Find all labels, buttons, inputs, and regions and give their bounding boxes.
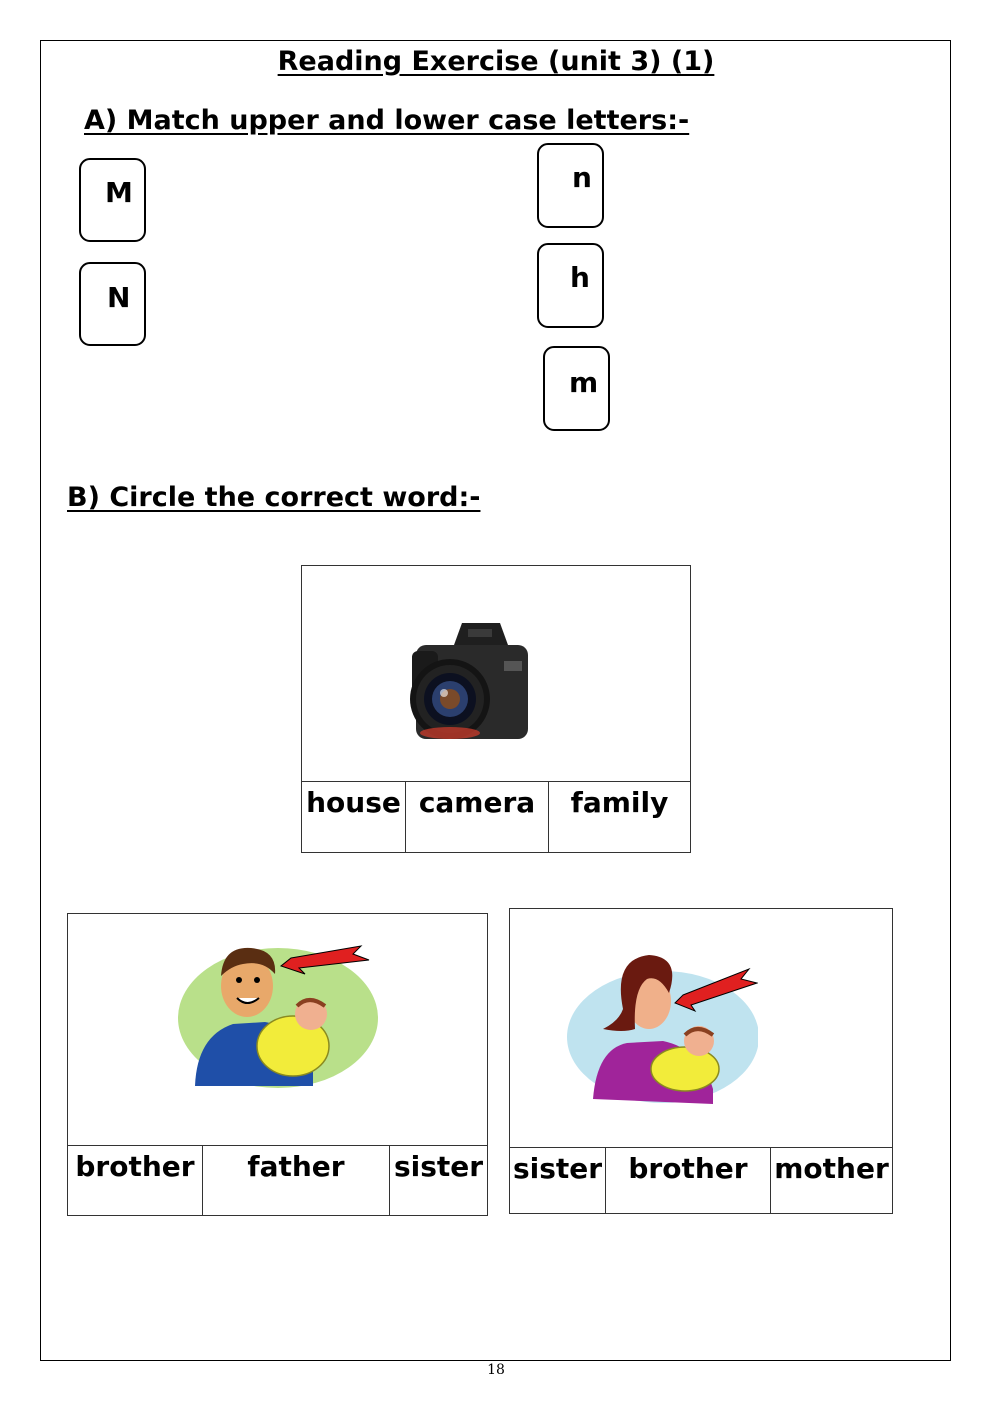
word-options-row: [68, 1145, 487, 1215]
word-option[interactable]: brother: [606, 1148, 771, 1213]
word-option[interactable]: camera: [406, 782, 549, 852]
uppercase-letter: M: [105, 176, 133, 209]
word-option[interactable]: sister: [393, 1150, 484, 1183]
page-title: Reading Exercise (unit 3) (1): [277, 46, 715, 77]
word-option[interactable]: father: [203, 1146, 390, 1215]
lowercase-letter: m: [569, 366, 599, 399]
word-card: [67, 913, 488, 1216]
father-with-baby-picture: [173, 936, 378, 1096]
lowercase-letter-box[interactable]: [543, 346, 610, 431]
word-option[interactable]: house: [302, 782, 406, 852]
word-options-row: [510, 1147, 892, 1213]
word-card: [301, 565, 691, 853]
uppercase-letter: N: [107, 281, 131, 314]
page-number: 18: [487, 1362, 505, 1378]
word-option[interactable]: sister: [510, 1148, 606, 1213]
uppercase-letter-box[interactable]: [79, 262, 146, 346]
section-b-heading: B) Circle the correct word:-: [67, 482, 481, 513]
word-card: [509, 908, 893, 1214]
word-options-row: [302, 781, 690, 852]
camera-picture: [408, 611, 534, 753]
word-option[interactable]: mother: [774, 1152, 889, 1185]
uppercase-letter-box[interactable]: [79, 158, 146, 242]
word-option[interactable]: brother: [68, 1146, 203, 1215]
lowercase-letter-box[interactable]: [537, 243, 604, 328]
section-a-heading: A) Match upper and lower case letters:-: [84, 105, 690, 136]
lowercase-letter: h: [570, 261, 590, 294]
lowercase-letter-box[interactable]: [537, 143, 604, 228]
word-option[interactable]: family: [570, 786, 669, 819]
mother-with-baby-picture: [563, 949, 758, 1109]
lowercase-letter: n: [572, 161, 592, 194]
